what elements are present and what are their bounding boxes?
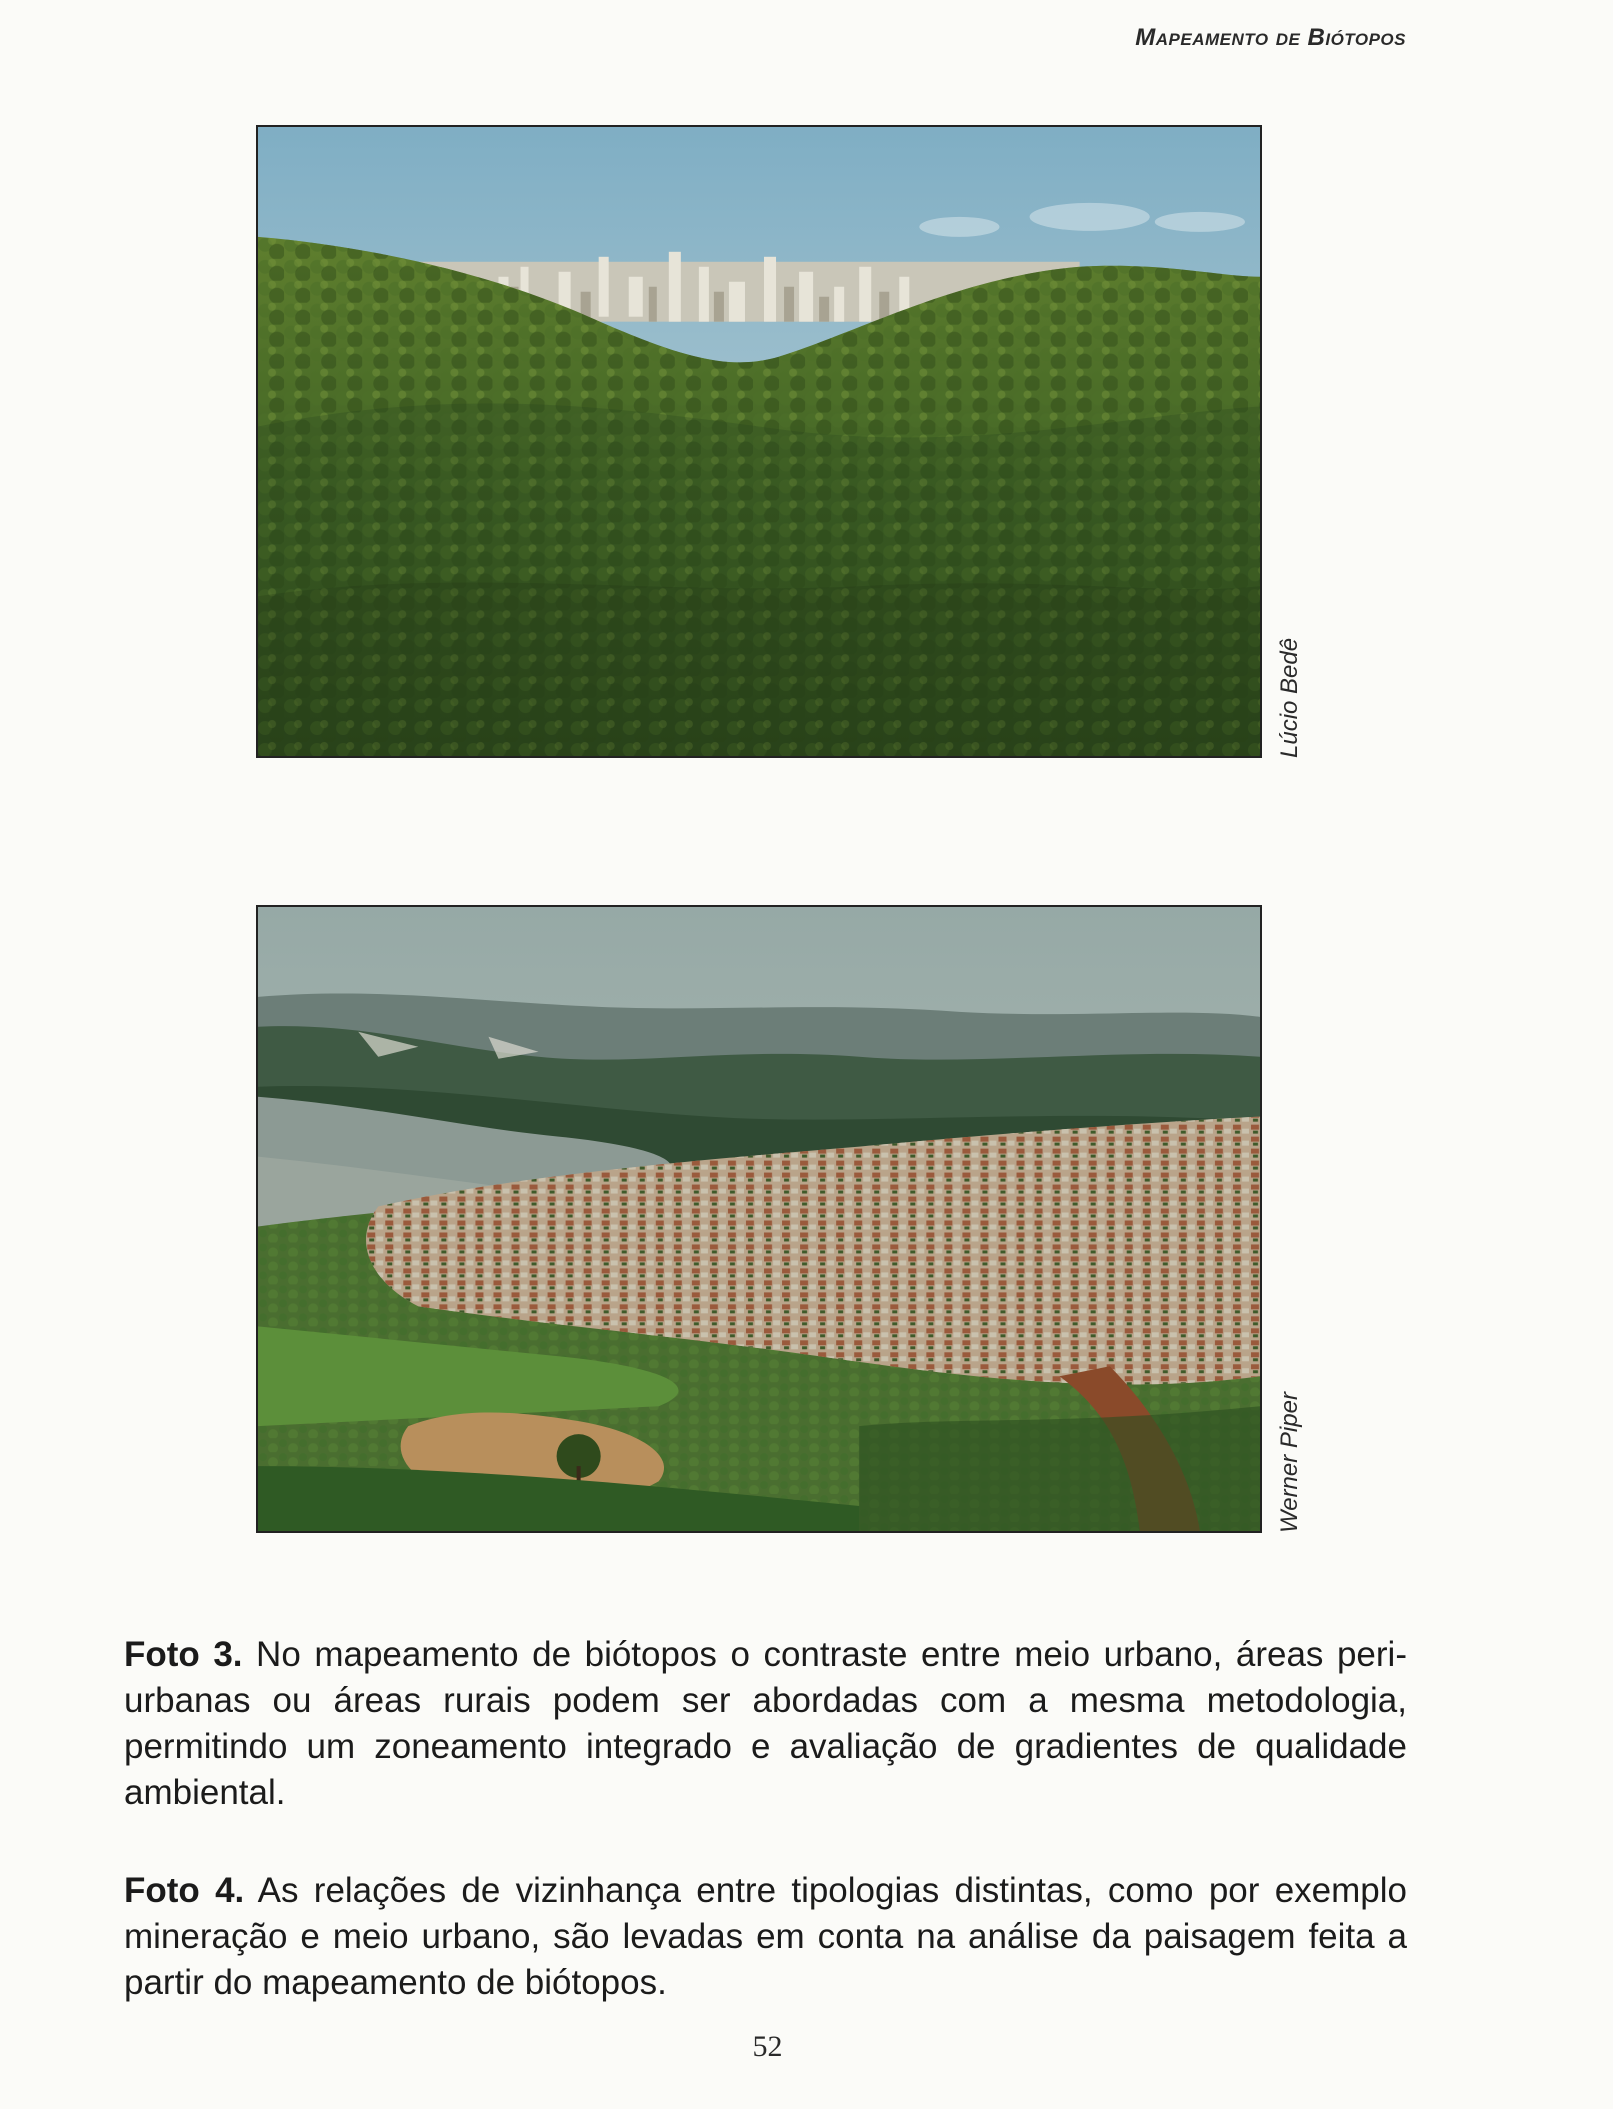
running-header: Mapeamento de Biótopos bbox=[1135, 24, 1406, 51]
photo-credit: Lúcio Bedê bbox=[1276, 637, 1303, 758]
photo-credit: Werner Piper bbox=[1276, 1392, 1303, 1533]
caption-label: Foto 3. bbox=[124, 1635, 243, 1674]
photo-caption bbox=[124, 1632, 1407, 1816]
photo-forest-valley-city-image bbox=[258, 127, 1260, 756]
caption-text: No mapeamento de biótopos o contraste entre meio urbano, áreas peri-urbanas ou áreas rurais podem ser abordadas com a mesma metodologia, permitindo um zoneamento integrado e avaliação de gradientes de qualidade ambiental. bbox=[124, 1635, 1407, 1812]
caption-text: As relações de vizinhança entre tipologias distintas, como por exemplo mineração e meio urbano, são levadas em conta na análise da paisagem feita a partir do mapeamento de biótopos. bbox=[124, 1871, 1407, 2002]
photo-town-lake-hills-image bbox=[258, 907, 1260, 1531]
caption-label: Foto 4. bbox=[124, 1871, 245, 1910]
photo-forest-valley-city bbox=[256, 125, 1262, 758]
photo-caption bbox=[124, 1868, 1407, 2006]
page-number: 52 bbox=[752, 2030, 783, 2063]
photo-town-lake-hills bbox=[256, 905, 1262, 1533]
